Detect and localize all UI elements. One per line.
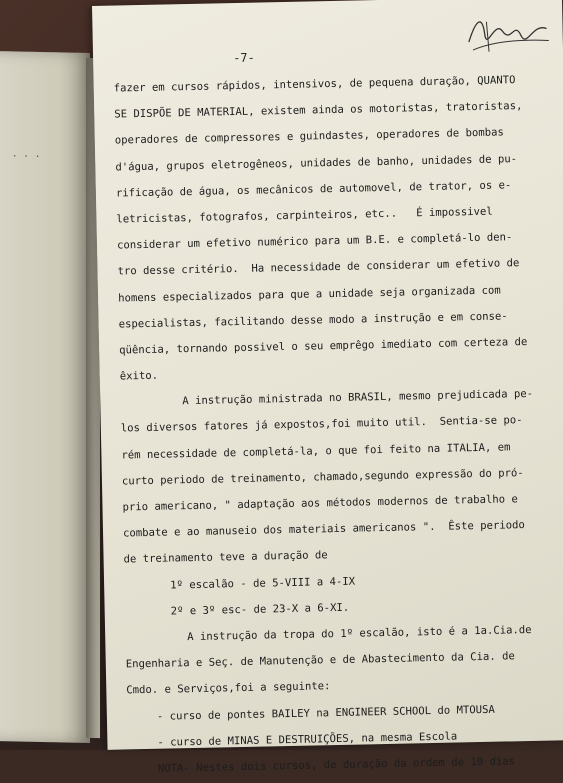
text-line: tro desse critério. Ha necessidade de considerar um efetivo de <box>117 257 520 278</box>
text-line: NOTA- Nestes dois cursos, de duração da ordem de 10 dias <box>157 755 516 775</box>
text-line: fazer em cursos rápidos, intensivos, de pequena duração, QUANTO <box>113 74 516 95</box>
text-line: de treinamento teve a duração de <box>123 549 328 566</box>
document-body <box>113 66 563 782</box>
text-line: - curso de MINAS E DESTRUIÇÕES, na mesma Escola <box>157 730 458 749</box>
text-line: êxito. <box>119 369 159 383</box>
text-line: especialistas, facilitando desse modo a instrução e em conse- <box>118 310 508 331</box>
text-line: combate e ao manuseio dos materiais americanos ". Êste periodo <box>122 519 525 540</box>
page-number: -7- <box>232 50 255 66</box>
text-line: operadores de compressores e guindastes, operadores de bombas <box>114 126 504 147</box>
text-line: curto periodo de treinamento, chamado,segundo expressão do pró- <box>121 466 524 488</box>
text-line: rificação de água, os mecânicos de automovel, de trator, os e- <box>115 179 512 200</box>
text-line: A instrução ministrada no BRASIL, mesmo prejudicada pe- <box>182 388 534 408</box>
text-line: d'água, grupos eletrogêneos, unidades de banho, unidades de pu- <box>115 152 518 174</box>
text-line: qüência, tornando possivel o seu emprêgo imediato com certeza de <box>119 335 528 357</box>
text-line: 1º escalão - de 5-VIII a 4-IX <box>170 575 356 592</box>
text-line: considerar um efetivo numérico para um B.E. e completá-lo den- <box>116 231 513 252</box>
text-line: SE DISPÕE DE MATERIAL, existem ainda os motoristas, tratoristas, <box>114 100 523 121</box>
left-page-marks: ... <box>12 149 47 161</box>
signature-drawing <box>462 10 553 62</box>
text-line: los diversos fatores já expostos,foi muito util. Sentia-se po- <box>120 414 523 435</box>
text-line: - curso de pontes BAILEY na ENGINEER SCHOOL do MTOUSA <box>156 703 495 723</box>
text-line: A instrução da tropa do 1º escalão, isto é a 1a.Cia.de <box>187 623 532 644</box>
text-line: prio americano, " adaptação aos métodos modernos de trabalho e <box>122 493 518 514</box>
text-line: 2º e 3º esc- de 23-X a 6-XI. <box>170 601 350 618</box>
text-line: Cmdo. e Serviços,foi a seguinte: <box>126 680 331 697</box>
text-line: letricistas, fotografos, carpinteiros, etc.. É impossivel <box>116 205 493 226</box>
handwritten-signature <box>462 10 553 62</box>
text-line: rém necessidade de completá-la, o que foi feito na ITALIA, em <box>121 440 511 462</box>
text-line: Engenharia e Seç. de Manutenção e de Abastecimento da Cia. de <box>125 650 515 671</box>
left-page <box>0 51 90 743</box>
document-page <box>92 0 563 775</box>
text-line: homens especializados para que a unidade seja organizada com <box>117 284 501 305</box>
